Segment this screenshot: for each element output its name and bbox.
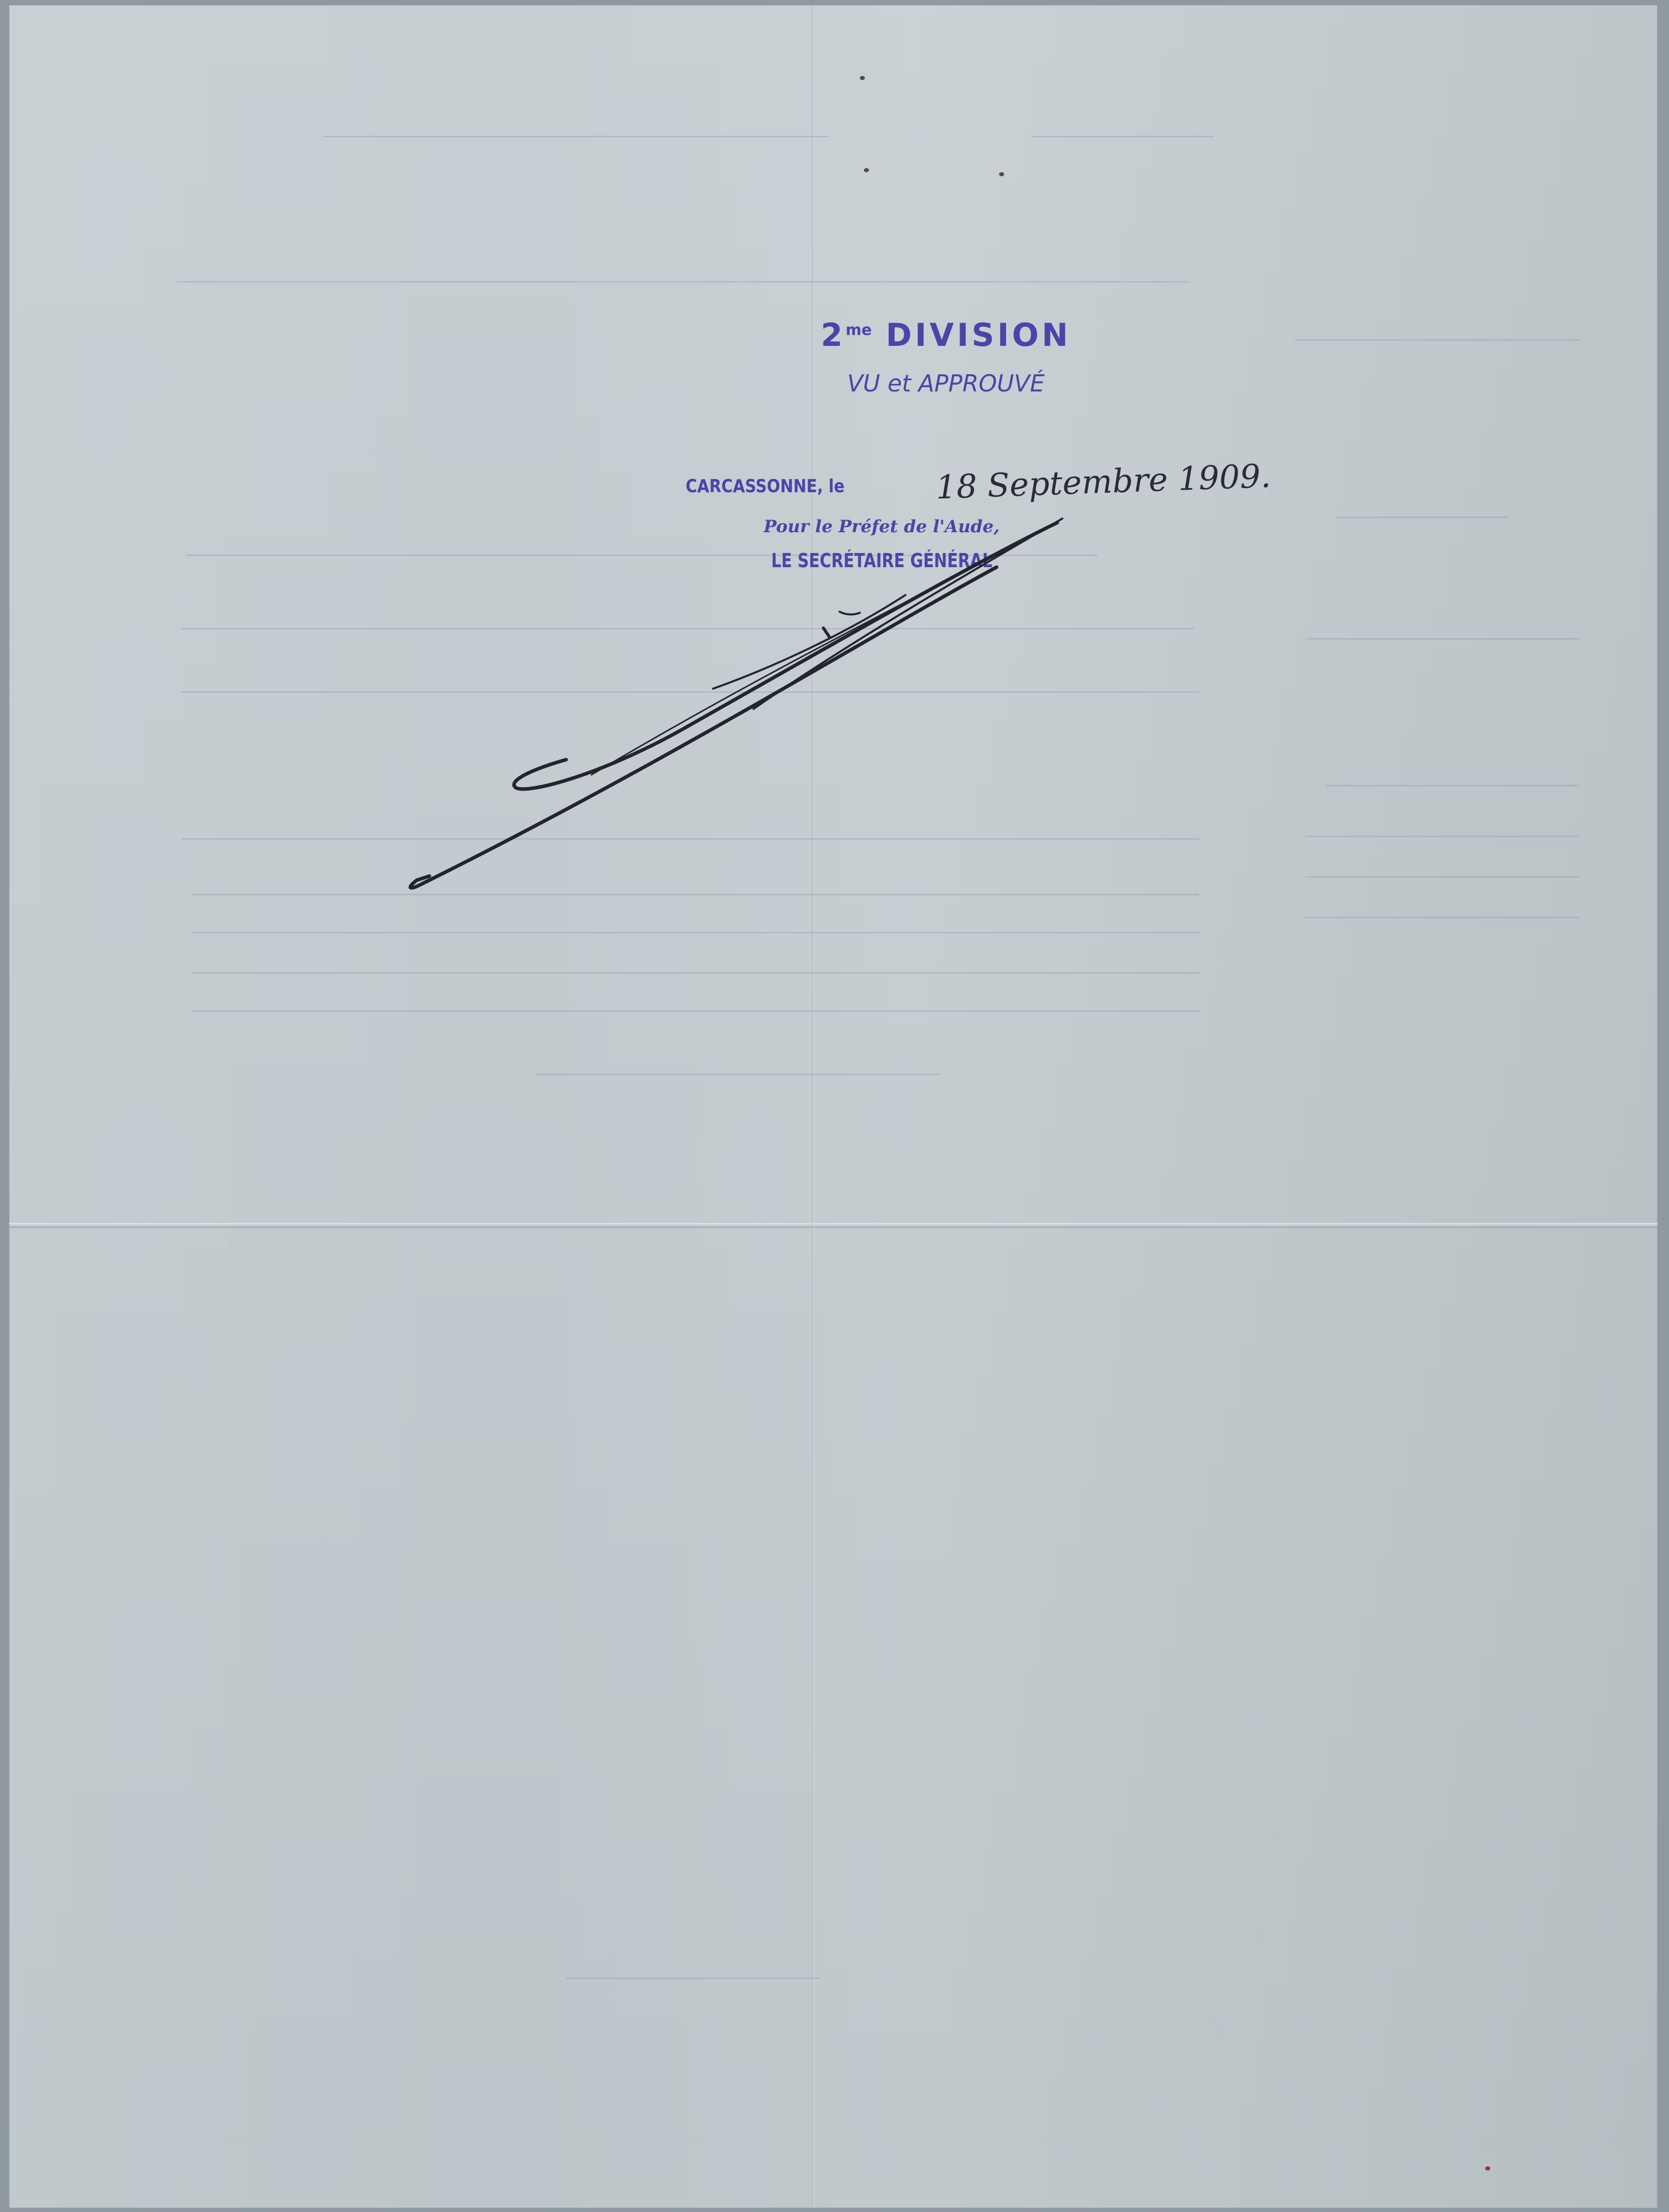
approval-stamp-text: VU et APPROUVÉ xyxy=(847,370,1045,397)
stamp-secretary-title: LE SECRÉTAIRE GÉNÉRAL xyxy=(771,549,992,572)
horizontal-fold-crease xyxy=(9,1223,1657,1228)
paper-speck xyxy=(1485,2166,1490,2170)
stamp-prefect-line: Pour le Préfet de l'Aude, xyxy=(764,517,1000,537)
document-sheet xyxy=(9,5,1657,2208)
paper-speck xyxy=(999,172,1004,176)
stamp-place-line: CARCASSONNE, le xyxy=(686,476,845,497)
handwritten-date: 18 Septembre 1909. xyxy=(935,457,1271,507)
paper-speck xyxy=(860,76,865,80)
paper-speck xyxy=(864,168,869,172)
signature-flourish xyxy=(399,511,1083,906)
division-stamp-heading: $2^{me}$ DIVISION xyxy=(820,317,1071,353)
